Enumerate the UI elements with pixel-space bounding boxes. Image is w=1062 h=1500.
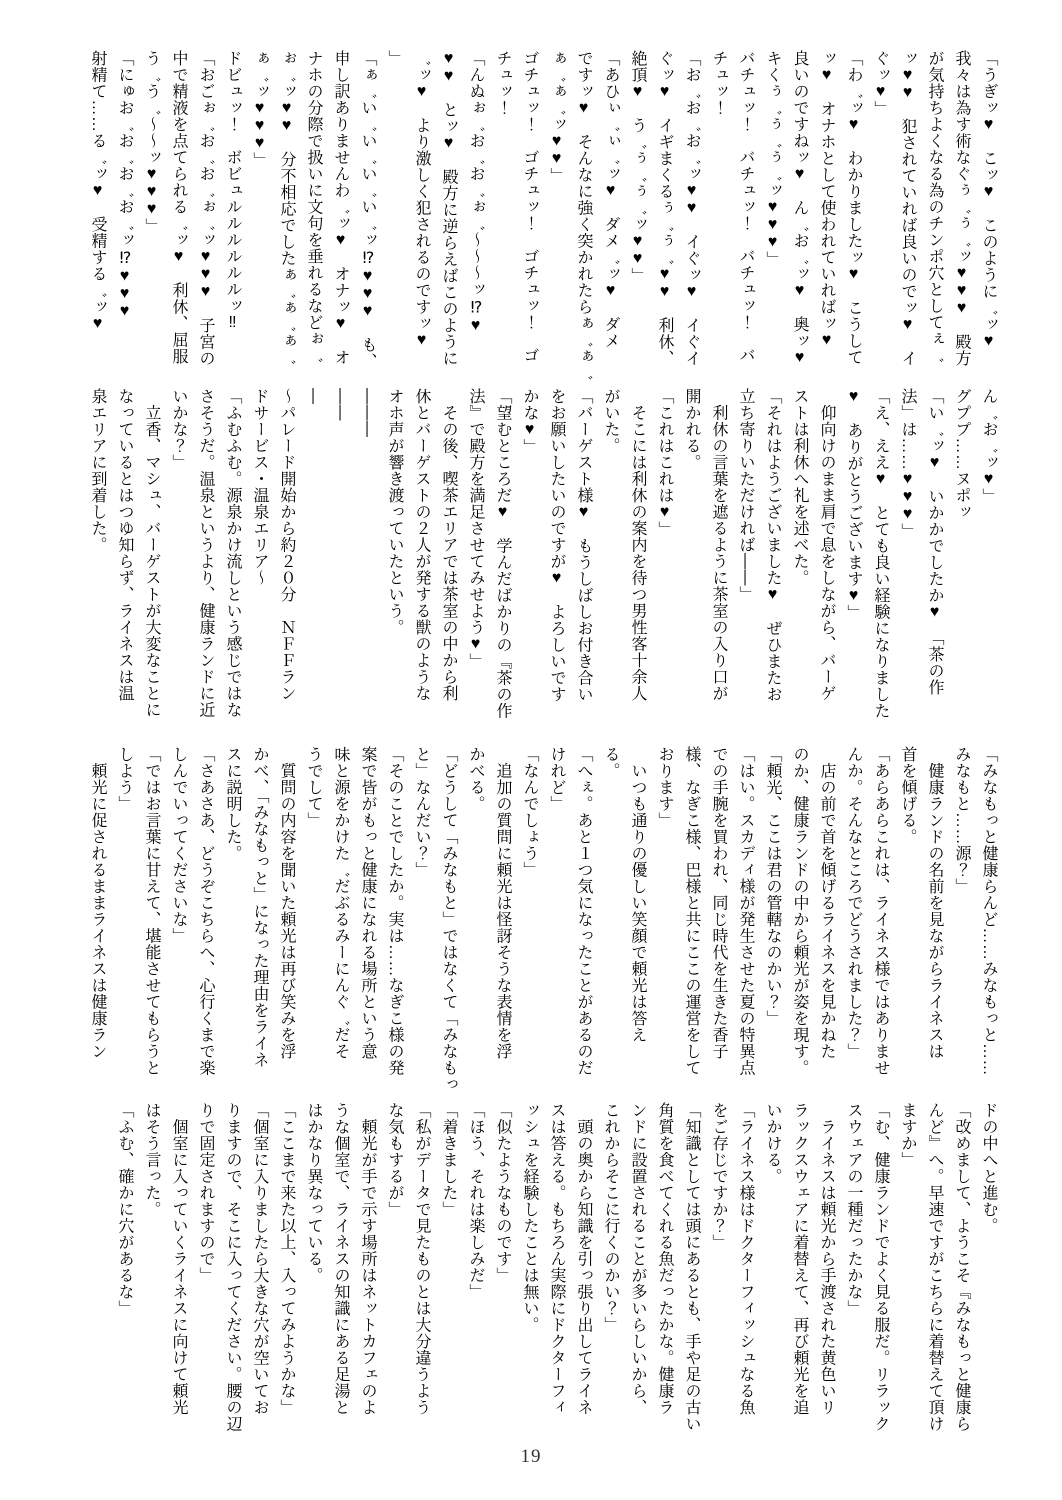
text-column: 〜パレード開始から約２０分 ＮＦＦラン xyxy=(278,388,295,702)
text-band-4 xyxy=(111,1102,1002,1434)
text-column: 「これはこれは♥」 xyxy=(656,388,673,538)
text-column: 射精て……る゛ッ♥ 受精する゛ッ♥ xyxy=(89,50,106,333)
text-column: そこには利休の案内を待つ男性客十余人 xyxy=(629,388,646,702)
text-column: チュッ！ xyxy=(710,50,727,116)
text-column: 頭の奥から知識を引っ張り出してライネ xyxy=(575,1102,592,1416)
text-column: 法」は……♥♥♥」 xyxy=(899,388,916,540)
text-column: 「望むところだ♥ 学んだばかりの『茶の作 xyxy=(494,388,511,719)
text-column: ですッ♥ そんなに強く突かれたらぁ゛ぁ゛ xyxy=(575,50,592,381)
text-column: 立ち寄りいただければ――」 xyxy=(737,388,754,603)
text-column: りで固定されますので」 xyxy=(197,1102,214,1284)
text-column: いかける。 xyxy=(764,1102,781,1185)
text-column: 頼光が手で示す場所はネットカフェのよ xyxy=(359,1102,376,1416)
text-column: ドサービス・温泉エリア〜 xyxy=(251,388,268,586)
text-column: 「ぁ゛い゛い゛い゛い゛ッ⁉♥♥♥ も、 xyxy=(359,50,376,370)
text-column: 追加の質問に頼光は怪訝そうな表情を浮 xyxy=(494,746,511,1060)
text-column: いつも通りの優しい笑顔で頼光は答え xyxy=(629,746,646,1043)
text-column: おります」 xyxy=(656,746,673,829)
text-column: スは答える。もちろん実際にドクターフィ xyxy=(548,1102,565,1416)
text-column: ―― xyxy=(332,388,349,421)
text-column: 我々は為す術なぐぅ゛ぅ゛ッ♥♥♥ 殿方 xyxy=(953,50,970,367)
text-column: 「お゛お゛お゛ッ♥♥ イぐッ♥ イぐイ xyxy=(683,50,700,367)
text-column: 開かれる。 xyxy=(683,388,700,471)
text-column: のか、健康ランドの中から頼光が姿を現す。 xyxy=(791,746,808,1076)
text-column: スに説明した。 xyxy=(224,746,241,862)
text-column: はかなり異なっている。 xyxy=(305,1102,322,1284)
text-column: う゛う゛〜〜ッ♥♥♥」 xyxy=(143,50,160,235)
text-column: 絶頂♥ う゛ぅ゛ぅ゛ッ♥♥」 xyxy=(629,50,646,284)
text-column: ッ♥♥ 犯されていれば良いのでッ♥ イ xyxy=(899,50,916,367)
text-column: ゴチュッ！ ゴチュッ！ ゴチュッ！ ゴ xyxy=(521,50,538,364)
text-column: 仰向けのまま肩で息をしながら、バーゲ xyxy=(818,388,835,702)
text-column: が気持ちよくなる為のチンポ穴としてぇ゛ xyxy=(926,50,943,364)
text-column: 申し訳ありませんわ゛ッ♥ オナッ♥ オ xyxy=(332,50,349,366)
text-column: 「あらあらこれは、ライネス様ではありませ xyxy=(872,746,889,1076)
text-column: ラックスウェアに着替えて、再び頼光を追 xyxy=(791,1102,808,1416)
text-column: がいた。 xyxy=(602,388,619,454)
text-column: さそうだ。温泉というより、健康ランドに近 xyxy=(197,388,214,718)
text-column: 案で皆がもっと健康になれる場所という意 xyxy=(359,746,376,1060)
text-column: 店の前で首を傾げるライネスを見かねた xyxy=(818,746,835,1060)
text-column: 「個室に入りましたら大きな穴が空いてお xyxy=(251,1102,268,1416)
text-column: ♥ ありがとうございます♥」 xyxy=(845,388,862,621)
text-column: ――― xyxy=(359,388,376,438)
text-column: 「ほう、それは楽しみだ」 xyxy=(467,1102,484,1300)
text-column: 「似たようなものです」 xyxy=(494,1102,511,1284)
text-column: みなもと……源？」 xyxy=(953,746,970,895)
text-column: チュッ！ xyxy=(494,50,511,116)
text-column: バチュッ！ バチュッ！ バチュッ！ バ xyxy=(737,50,754,364)
text-column: ♥♥ とッ♥ 殿方に逆らえばこのように xyxy=(440,50,457,367)
text-column: ンドに設置されることが多いらしいから、 xyxy=(629,1102,646,1416)
text-column: りますので、そこに入ってください。腰の辺 xyxy=(224,1102,241,1432)
text-column: 個室に入っていくライネスに向けて頼光 xyxy=(170,1102,187,1416)
text-column: ナホの分際で扱いに文句を垂れるなどぉ゛ xyxy=(305,50,322,364)
text-column: 「ふむふむ。源泉かけ流しという感じではな xyxy=(224,388,241,718)
text-column: 「知識としては頭にあるとも、手や足の古い xyxy=(683,1102,700,1432)
text-column: 味と源をかけた゛だぶるみーにんぐ゛だそ xyxy=(332,746,349,1060)
text-column: 「ライネス様はドクターフィッシュなる魚 xyxy=(737,1102,754,1416)
text-column: かべる。 xyxy=(467,746,484,812)
text-column: 「ではお言葉に甘えて、堪能させてもらうと xyxy=(143,746,160,1076)
text-column: ライネスは頼光から手渡された黄色いリ xyxy=(818,1102,835,1416)
text-column: 様、なぎこ様、巴様と共にここの運営をして xyxy=(683,746,700,1076)
page-number: 19 xyxy=(520,1446,542,1467)
text-column: ドの中へと進む。 xyxy=(980,1102,997,1234)
text-column: 「あひぃ゛ぃ゛ッ♥ ダメ゛ッ♥ ダメ xyxy=(602,50,619,349)
text-column: グププ……ヌポッ xyxy=(953,388,970,520)
text-band-1 xyxy=(84,50,1002,382)
text-column: スウェアの一種だったかな」 xyxy=(845,1102,862,1317)
text-column: いかな？」 xyxy=(170,388,187,471)
text-column: る。 xyxy=(602,746,619,779)
text-column: キくぅ゛ぅ゛ぅ゛ッ♥♥♥」 xyxy=(764,50,781,268)
text-column: 「え、ええ♥ とても良い経験になりました xyxy=(872,388,889,719)
text-column: うでして」 xyxy=(305,746,322,829)
text-column: 「ふむ、確かに穴があるな」 xyxy=(116,1102,133,1317)
text-column: これからそこに行くのかい？」 xyxy=(602,1102,619,1333)
text-column: オホ声が響き渡っていたという。 xyxy=(386,388,403,636)
text-column: その後、喫茶エリアでは茶室の中から利 xyxy=(440,388,457,702)
text-column: うな個室で、ライネスの知識にある足湯と xyxy=(332,1102,349,1416)
text-column: 「それはようございました♥ ぜひまたお xyxy=(764,388,781,703)
text-column: 角質を食べてくれる魚だったかな。健康ラ xyxy=(656,1102,673,1416)
text-column: しんでいってくださいな」 xyxy=(170,746,187,944)
text-column: 「へぇ。あと１つ気になったことがあるのだ xyxy=(575,746,592,1076)
text-column: 「わ゛ッ♥ わかりましたッ♥ こうして xyxy=(845,50,862,366)
text-column: な気もするが」 xyxy=(386,1102,403,1218)
text-column: 中で精液を点てられる゛ッ♥ 利休、屈服 xyxy=(170,50,187,365)
text-column: けれど」 xyxy=(548,746,565,812)
text-column: ッ♥ オナホとして使われていればッ♥ xyxy=(818,50,835,349)
text-column: 「みなもっと健康らんど……みなもっと…… xyxy=(980,746,997,1076)
text-column: ますか」 xyxy=(899,1102,916,1168)
text-column: 利休の言葉を遮るように茶室の入り口が xyxy=(710,388,727,702)
text-column: ゛ッ♥ より激しく犯されるのですッ♥ xyxy=(413,50,430,349)
text-column: 「改めまして、ようこそ『みなもっと健康ら xyxy=(953,1102,970,1432)
text-column: 「うぎッ♥ こッ♥ このように゛ッ♥ xyxy=(980,50,997,350)
text-column: かべ、「みなもっと」になった理由をライネ xyxy=(251,746,268,1068)
text-column: 「なんでしょう」 xyxy=(521,746,538,878)
text-column: 「い゛ッ♥ いかかでしたか♥ 「茶の作 xyxy=(926,388,943,696)
text-column: ん゛お゛ッ♥」 xyxy=(980,388,997,505)
text-column: 泉エリアに到着した。 xyxy=(89,388,106,553)
text-column: 健康ランドの名前を見ながらライネスは xyxy=(926,746,943,1060)
text-column: での手腕を買われ、同じ時代を生きた香子 xyxy=(710,746,727,1060)
text-column: んど』へ。早速ですがこちらに着替えて頂け xyxy=(926,1102,943,1432)
text-column: かな♥」 xyxy=(521,388,538,455)
text-column: ストは利休へ礼を述べた。 xyxy=(791,388,808,586)
text-column: ドビュッ！ ボビュルルルルルルッ‼ xyxy=(224,50,241,332)
text-column: 「さあさあ、どうぞこちらへ、心行くまで楽 xyxy=(197,746,214,1076)
text-column: 休とバーゲストの２人が発する獣のような xyxy=(413,388,430,702)
text-column: 首を傾げる。 xyxy=(899,746,916,845)
text-column: 「む、健康ランドでよく見る服だ。リラック xyxy=(872,1102,889,1432)
text-column: をご存じですか？」 xyxy=(710,1102,727,1251)
text-column: 「はい。スカディ様が発生させた夏の特異点 xyxy=(737,746,754,1076)
text-column: 「バーゲスト様♥ もうしばしお付き合い xyxy=(575,388,592,703)
text-column: と」なんだい？」 xyxy=(413,746,430,878)
text-column: 「どうして「みなもと」ではなくて「みなもっ xyxy=(440,746,457,1093)
text-band-3 xyxy=(84,746,1002,1093)
text-column: ― xyxy=(305,388,322,405)
text-column: んか。そんなところでどうされました？」 xyxy=(845,746,862,1060)
text-column: ぁ゛ッ♥♥♥」 xyxy=(251,50,268,169)
text-column: ッシュを経験したことは無い。 xyxy=(521,1102,538,1333)
text-column: しよう」 xyxy=(116,746,133,812)
text-column: 「おごぉ゛お゛お゛ぉ゛ッ♥♥♥ 子宮の xyxy=(197,50,214,367)
text-column: なっているとはつゆ知らず、ライネスは温 xyxy=(116,388,133,702)
text-column: ぉ゛ッ♥♥ 分不相応でしたぁ゛ぁ゛ぁ゛ xyxy=(278,50,295,366)
text-column: ぐッ♥ イギまくるぅ゛ぅ゛♥♥ 利休、 xyxy=(656,50,673,367)
text-column: ぐッ♥」 xyxy=(872,50,889,117)
text-column: ぁ゛ぁ゛ッ♥♥」 xyxy=(548,50,565,184)
text-column: 「ここまで来た以上、入ってみようかな」 xyxy=(278,1102,295,1416)
text-column: はそう言った。 xyxy=(143,1102,160,1218)
text-column: 「着きました」 xyxy=(440,1102,457,1218)
text-column: 頼光に促されるままライネスは健康ラン xyxy=(89,746,106,1060)
text-column: 質問の内容を聞いた頼光は再び笑みを浮 xyxy=(278,746,295,1060)
text-column: 「そのことでしたか。実は……なぎこ様の発 xyxy=(386,746,403,1076)
text-band-2 xyxy=(84,388,1002,720)
text-column: 良いのですねッ♥ ん゛お゛ッ♥ 奥ッ♥ xyxy=(791,50,808,367)
text-column: 「私がデータで見たものとは大分違うよう xyxy=(413,1102,430,1416)
text-column: をお願いしたいのですが♥ よろしいです xyxy=(548,388,565,703)
text-column: 立香、マシュ、バーゲストが大変なことに xyxy=(143,388,160,718)
text-column: 」 xyxy=(386,50,403,67)
text-column: 「んぬぉ゛お゛お゛ぉ゛〜〜〜ッ⁉♥ xyxy=(467,50,484,335)
text-column: 「頼光、ここは君の管轄なのかい？」 xyxy=(764,746,781,1027)
text-column: 「にゅお゛お゛お゛お゛ッ⁉♥♥♥ xyxy=(116,50,133,320)
text-column: 法』で殿方を満足させてみせよう♥」 xyxy=(467,388,484,670)
